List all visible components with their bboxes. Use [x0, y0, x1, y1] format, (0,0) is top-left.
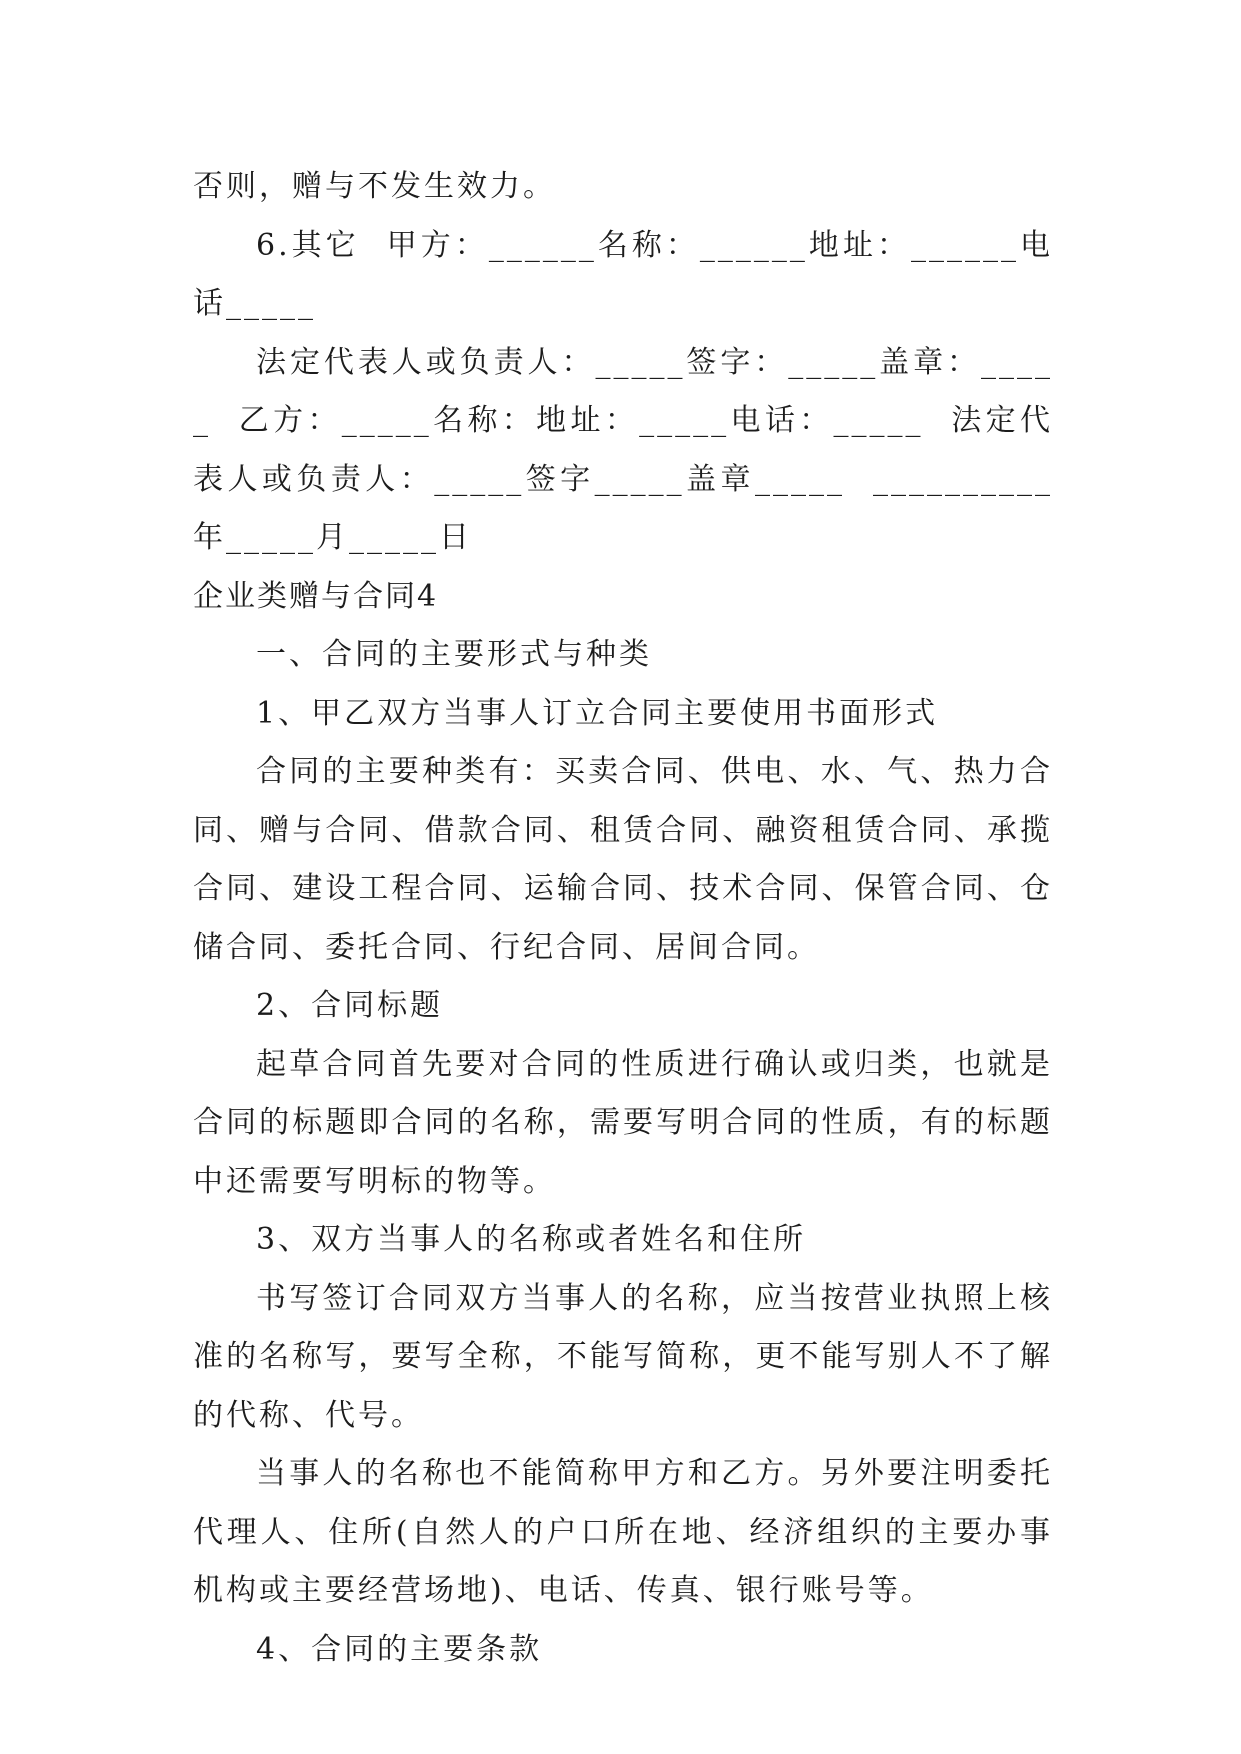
paragraph-signature-block: 法定代表人或负责人：_____签字：_____盖章：_____ 乙方：_____名称：地址：_____电话：_____ 法定代表人或负责人：_____签字_____盖章_____ __________年_____月_____日	[193, 344, 1053, 555]
paragraph-continuation: 否则，赠与不发生效力。	[193, 169, 556, 204]
paragraph-contract-types: 合同的主要种类有：买卖合同、供电、水、气、热力合同、赠与合同、借款合同、租赁合同、融资租赁合同、承揽合同、建设工程合同、运输合同、技术合同、保管合同、仓储合同、委托合同、行纪合同、居间合同。	[193, 754, 1053, 965]
document-body	[193, 158, 1053, 1679]
paragraph-contract-title-body: 起草合同首先要对合同的性质进行确认或归类，也就是合同的标题即合同的名称，需要写明合同的性质，有的标题中还需要写明标的物等。	[193, 1046, 1053, 1199]
paragraph-other-terms-party-a: 6.其它 甲方：______名称：______地址：______电话_____	[193, 227, 1053, 321]
paragraph-main-forms-heading: 一、合同的主要形式与种类	[256, 637, 652, 672]
paragraph-party-details-body: 当事人的名称也不能简称甲方和乙方。另外要注明委托代理人、住所(自然人的户口所在地、经济组织的主要办事机构或主要经营场地)、电话、传真、银行账号等。	[193, 1456, 1053, 1608]
paragraph-main-clauses-heading: 4、合同的主要条款	[256, 1631, 543, 1667]
paragraph-written-form: 1、甲乙双方当事人订立合同主要使用书面形式	[256, 695, 939, 731]
paragraph-contract-title-heading: 2、合同标题	[256, 988, 444, 1023]
section-title: 企业类赠与合同4	[193, 578, 439, 614]
paragraph-party-names-heading: 3、双方当事人的名称或者姓名和住所	[256, 1222, 807, 1257]
paragraph-party-names-body: 书写签订合同双方当事人的名称，应当按营业执照上核准的名称写，要写全称，不能写简称，更不能写别人不了解的代称、代号。	[193, 1280, 1053, 1433]
